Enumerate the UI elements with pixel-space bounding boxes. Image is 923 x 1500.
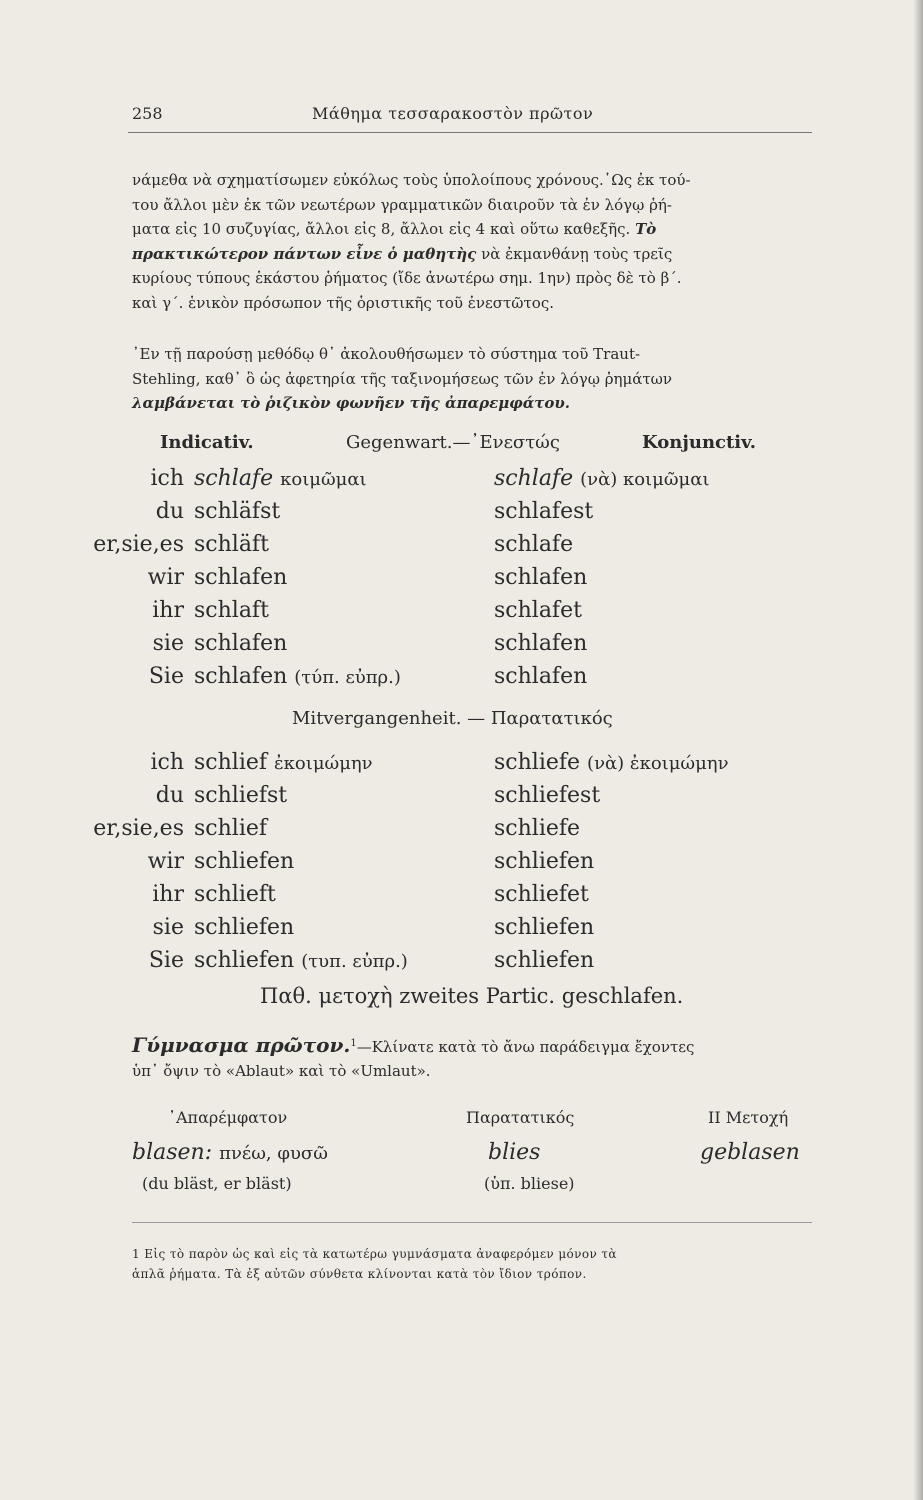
footnote-marker: 1 (350, 1038, 357, 1049)
exercise-imperfect-note: (ὑπ. bliese) (484, 1174, 575, 1193)
exercise-participle: geblasen (700, 1140, 800, 1165)
subjunctive-form: schlafet (494, 598, 582, 623)
intro-paragraph (132, 168, 820, 316)
exercise-instruction: —Κλίνατε κατὰ τὸ ἄνω παράδειγμα ἔχοντες (356, 1038, 695, 1056)
pronoun: er,sie,es (93, 816, 184, 841)
subjunctive-form: schlafen (494, 664, 588, 689)
conjugation-row (84, 882, 824, 915)
pronoun: Sie (148, 948, 184, 973)
text-line: λαμβάνεται τὸ ῥιζικὸν φωνῆεν τῆς ἀπαρεμφάτου. (132, 394, 571, 413)
pronoun: ich (150, 466, 184, 491)
emphasis-text: πρακτικώτερον πάντων εἶνε ὁ μαθητὴς (132, 244, 477, 263)
pronoun: wir (147, 849, 184, 874)
conjugation-row (84, 565, 824, 598)
exercise-infinitive: blasen: πνέω, φυσῶ (132, 1140, 328, 1165)
present-tense-heading: Gegenwart.—᾿Ενεστώς (346, 432, 560, 453)
conjugation-row (84, 915, 824, 948)
subjunctive-form: schlafe (νὰ) κοιμῶμαι (494, 466, 710, 491)
running-title: Μάθημα τεσσαρακοστὸν πρῶτον (312, 104, 594, 123)
text-line: κυρίους τύπους ἑκάστου ῥήματος (ἴδε ἀνωτέρω σημ. 1ην) πρὸς δὲ τὸ β΄. (132, 269, 682, 288)
indicative-form: schliefen (τυπ. εὐπρ.) (194, 948, 408, 973)
subjunctive-form: schliefe (494, 816, 581, 841)
conjugation-row (84, 466, 824, 499)
indicativ-heading: Indicativ. (160, 432, 254, 453)
conjugation-row (84, 664, 824, 697)
conjugation-row (84, 816, 824, 849)
indicative-form: schlief (194, 816, 268, 841)
indicative-form: schliefen (194, 915, 295, 940)
text-line: νάμεθα νὰ σχηματίσωμεν εὐκόλως τοὺς ὑπολοίπους χρόνους.῾Ως ἐκ τού- (132, 171, 691, 189)
pronoun: ihr (152, 882, 184, 907)
exercise-instruction-cont: ὑπ᾿ ὄψιν τὸ «Ablaut» καὶ τὸ «Umlaut». (132, 1062, 431, 1080)
subjunctive-form: schlafest (494, 499, 594, 524)
indicative-form: schlafe κοιμῶμαι (194, 466, 367, 491)
pronoun: sie (152, 631, 184, 656)
subjunctive-form: schliefen (494, 948, 595, 973)
indicative-form: schlief ἐκοιμώμην (194, 750, 373, 775)
subjunctive-form: schliefest (494, 783, 601, 808)
conjugation-row (84, 750, 824, 783)
text-line: ματα εἰς 10 συζυγίας, ἄλλοι εἰς 8, ἄλλοι εἰς 4 καὶ οὕτω καθεξῆς. Τὸ (132, 220, 657, 239)
footnote-line: ἁπλᾶ ῥήματα. Τὰ ἐξ αὐτῶν σύνθετα κλίνονται κατὰ τὸν ἴδιον τρόπον. (132, 1267, 587, 1281)
conjugation-row (84, 948, 824, 981)
page-edge-shadow (913, 0, 923, 1500)
subjunctive-form: schliefen (494, 915, 595, 940)
conjugation-row (84, 532, 824, 565)
indicative-form: schlafen (τύπ. εὐπρ.) (194, 664, 401, 689)
footnote (132, 1244, 820, 1284)
pronoun: du (155, 783, 184, 808)
subjunctive-form: schliefen (494, 849, 595, 874)
exercise-block (132, 1032, 822, 1083)
indicative-form: schliefen (194, 849, 295, 874)
method-paragraph (132, 342, 820, 416)
pronoun: Sie (148, 664, 184, 689)
pronoun: er,sie,es (93, 532, 184, 557)
footnote-rule (132, 1222, 812, 1223)
conjugation-row (84, 499, 824, 532)
text-line: Stehling, καθ᾿ ὃ ὡς ἀφετηρία τῆς ταξινομήσεως τῶν ἐν λόγῳ ῥημάτων (132, 369, 673, 388)
text-line: πρακτικώτερον πάντων εἶνε ὁ μαθητὴς νὰ ἐκμανθάνῃ τοὺς τρεῖς (132, 244, 673, 263)
pronoun: sie (152, 915, 184, 940)
conjugation-row (84, 849, 824, 882)
text-line: του ἄλλοι μὲν ἐκ τῶν νεωτέρων γραμματικῶν διαιροῦν τὰ ἐν λόγῳ ῥή- (132, 195, 672, 214)
text-line: ᾿Εν τῇ παρούσῃ μεθόδῳ θ᾿ ἀκολουθήσωμεν τὸ σύστημα τοῦ Traut- (132, 345, 641, 363)
past-tense-heading: Mitvergangenheit. — Παρατατικός (292, 708, 613, 729)
footnote-line: 1 Εἰς τὸ παρὸν ὡς καὶ εἰς τὰ κατωτέρω γυμνάσματα ἀναφερόμεν μόνον τὰ (132, 1247, 617, 1261)
imperfect-column-heading: Παρατατικός (466, 1108, 575, 1127)
konjunctiv-heading: Konjunctiv. (642, 432, 757, 453)
subjunctive-form: schliefe (νὰ) ἐκοιμώμην (494, 750, 729, 775)
conjugation-row (84, 598, 824, 631)
exercise-infinitive-note: (du bläst, er bläst) (142, 1174, 292, 1193)
page-header (132, 104, 812, 130)
conjugation-row (84, 631, 824, 664)
indicative-form: schläft (194, 532, 269, 557)
indicative-form: schlafen (194, 565, 288, 590)
pronoun: du (155, 499, 184, 524)
indicative-form: schläfst (194, 499, 281, 524)
text-line: καὶ γ΄. ἑνικὸν πρόσωπον τῆς ὁριστικῆς τοῦ ἐνεστῶτος. (132, 293, 555, 312)
pronoun: ihr (152, 598, 184, 623)
indicative-form: schliefst (194, 783, 288, 808)
subjunctive-form: schliefet (494, 882, 589, 907)
conjugation-row (84, 783, 824, 816)
pronoun: wir (147, 565, 184, 590)
page-number: 258 (132, 104, 163, 123)
subjunctive-form: schlafen (494, 565, 588, 590)
indicative-form: schlafen (194, 631, 288, 656)
infinitive-column-heading: ᾿Απαρέμφατον (168, 1108, 288, 1127)
participle-column-heading: II Μετοχή (708, 1108, 789, 1127)
header-rule (128, 132, 812, 133)
indicative-form: schlaft (194, 598, 269, 623)
participle-line: Παθ. μετοχὴ zweites Partic. geschlafen. (260, 984, 684, 1008)
subjunctive-form: schlafen (494, 631, 588, 656)
pronoun: ich (150, 750, 184, 775)
indicative-form: schlieft (194, 882, 276, 907)
emphasis-text: Τὸ (635, 220, 657, 239)
subjunctive-form: schlafe (494, 532, 574, 557)
exercise-imperfect: blies (488, 1140, 541, 1165)
exercise-title: Γύμνασμα πρῶτον. (132, 1033, 351, 1057)
